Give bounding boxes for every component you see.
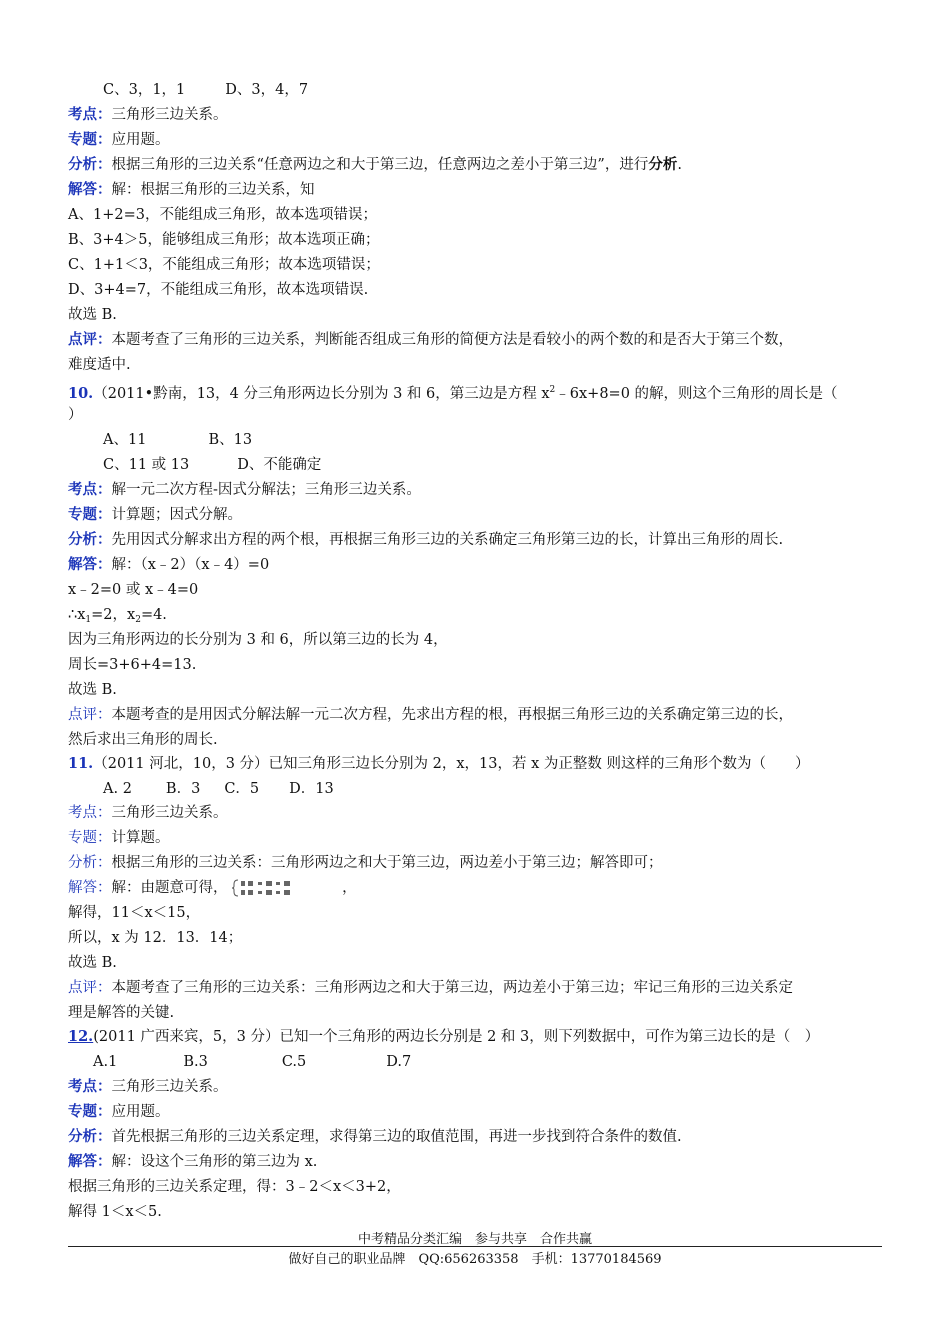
- fenxi-line: [68, 853, 663, 873]
- fenxi-line: [68, 530, 783, 550]
- fenxi-text: 首先根据三角形的三边关系定理，求得第三边的取值范围，再进一步找到符合条件的数值.: [111, 1129, 682, 1145]
- option-row: [103, 430, 252, 450]
- fenxi-line: [68, 155, 682, 175]
- fenxi-label: 分析：: [68, 1128, 112, 1145]
- dianping-text: 本题考查了三角形的三边关系：三角形两边之和大于第三边，两边差小于第三边；牢记三角形的三边关系定: [111, 980, 793, 996]
- zhuanti-text: 计算题；因式分解。: [111, 507, 242, 523]
- question-number: 11.: [68, 755, 94, 772]
- option-b: B.3: [183, 1054, 208, 1070]
- option-d: D．13: [289, 781, 334, 797]
- question-text: （2011•黔南，13，4 分三角形两边长分别为 3 和 6，第三边是方程 x: [93, 386, 550, 402]
- kaodian-line: [68, 803, 228, 823]
- question-text: （2011 河北，10，3 分）已知三角形三边长分别为 2，x，13，若 x 为正整数 则这样的三角形个数为（ ）: [93, 756, 810, 772]
- zhuanti-label: 专题：: [68, 131, 112, 148]
- jieda-line: [68, 555, 269, 575]
- solution-line: 解得 1＜x＜5.: [68, 1204, 162, 1220]
- dianping-cont: 理是解答的关键.: [68, 1005, 175, 1021]
- solution-line: A、1+2=3，不能组成三角形，故本选项错误；: [68, 207, 377, 223]
- fenxi-bold: 分析: [648, 156, 678, 173]
- footer-divider: [68, 1246, 882, 1247]
- subscript: 2: [135, 615, 141, 625]
- fenxi-text: 根据三角形的三边关系“任意两边之和大于第三边，任意两边之差小于第三边”，进行: [111, 157, 649, 173]
- zhuanti-line: [68, 828, 170, 848]
- dianping-line: [68, 978, 793, 998]
- question-text: (2011 广西来宾，5，3 分）已知一个三角形的两边长分别是 2 和 3，则下列数据中，可作为第三边长的是（ ）: [93, 1029, 820, 1045]
- kaodian-text: 解一元二次方程-因式分解法；三角形三边关系。: [111, 482, 421, 498]
- dianping-label: 点评：: [68, 707, 112, 723]
- option-b: B．3: [165, 781, 201, 797]
- dianping-cont: 难度适中.: [68, 357, 131, 373]
- zhuanti-text: 应用题。: [111, 132, 170, 148]
- solution-line: 因为三角形两边的长分别为 3 和 6，所以第三边的长为 4，: [68, 632, 448, 648]
- kaodian-line: [68, 1077, 228, 1097]
- zhuanti-text: 应用题。: [111, 1104, 170, 1120]
- solution-line: x﹣2=0 或 x﹣4=0: [68, 582, 199, 598]
- kaodian-label: 考点：: [68, 1078, 112, 1095]
- option-d: D、3，4，7: [225, 82, 309, 98]
- jieda-label: 解答：: [68, 181, 112, 198]
- superscript: 2: [549, 385, 556, 395]
- option-d: D、不能确定: [237, 457, 322, 473]
- answer-line: 故选 B.: [68, 955, 117, 971]
- jieda-label: 解答：: [68, 556, 112, 573]
- solution-line: D、3+4=7，不能组成三角形，故本选项错误.: [68, 282, 369, 298]
- dianping-cont: 然后求出三角形的周长.: [68, 732, 218, 748]
- jieda-line: [68, 878, 357, 898]
- fenxi-label: 分析：: [68, 855, 112, 871]
- fenxi-label: 分析：: [68, 531, 112, 548]
- dianping-text: 本题考查的是用因式分解法解一元二次方程，先求出方程的根，再根据三角形三边的关系确定第三边的长，: [111, 707, 793, 723]
- option-a: A. 2: [103, 781, 132, 797]
- jieda-line: [68, 1152, 317, 1172]
- option-c: C.5: [281, 1054, 307, 1070]
- solution-line: 根据三角形的三边关系定理，得：3﹣2＜x＜3+2，: [68, 1179, 401, 1195]
- option-row: [103, 80, 308, 100]
- jieda-text: 解：设这个三角形的第三边为 x.: [111, 1154, 318, 1170]
- fenxi-end: .: [677, 157, 682, 173]
- jieda-end: ，: [342, 880, 357, 896]
- solution-line: C、1+1＜3，不能组成三角形；故本选项错误；: [68, 257, 380, 273]
- question-12: [68, 1027, 819, 1047]
- zhuanti-line: [68, 1102, 170, 1122]
- answer-line: 故选 B.: [68, 682, 117, 698]
- fenxi-text: 根据三角形的三边关系：三角形两边之和大于第三边，两边差小于第三边；解答即可；: [111, 855, 663, 871]
- dianping-label: 点评：: [68, 331, 112, 348]
- kaodian-label: 考点：: [68, 106, 112, 123]
- dianping-line: [68, 705, 793, 725]
- zhuanti-line: [68, 505, 242, 525]
- question-10: [68, 380, 838, 404]
- zhuanti-label: 专题：: [68, 1103, 112, 1120]
- dianping-line: [68, 330, 793, 350]
- kaodian-label: 考点：: [68, 805, 112, 821]
- option-c: C、11 或 13: [103, 457, 190, 473]
- question-cont: ）: [68, 407, 83, 423]
- dianping-label: 点评：: [68, 980, 112, 996]
- question-11: [68, 754, 810, 774]
- option-b: B、13: [208, 432, 253, 448]
- zhuanti-line: [68, 130, 170, 150]
- zhuanti-label: 专题：: [68, 830, 112, 846]
- kaodian-text: 三角形三边关系。: [111, 805, 228, 821]
- kaodian-line: [68, 105, 228, 125]
- solution-line: B、3+4＞5，能够组成三角形；故本选项正确；: [68, 232, 380, 248]
- zhuanti-text: 计算题。: [111, 830, 170, 846]
- jieda-line: [68, 180, 315, 200]
- option-a: A.1: [93, 1054, 118, 1070]
- root-text: ∴x: [68, 607, 86, 623]
- option-row: [103, 779, 334, 799]
- zhuanti-label: 专题：: [68, 506, 112, 523]
- fenxi-line: [68, 1127, 682, 1147]
- solution-line: 所以，x 为 12．13．14；: [68, 930, 243, 946]
- kaodian-text: 三角形三边关系。: [111, 1079, 228, 1095]
- answer-line: 故选 B.: [68, 307, 117, 323]
- option-d: D.7: [386, 1054, 412, 1070]
- footer-slogan: 中考精品分类汇编 参与共享 合作共赢: [357, 1232, 592, 1247]
- kaodian-label: 考点：: [68, 481, 112, 498]
- option-c: C、3，1，1: [103, 82, 186, 98]
- dianping-text: 本题考查了三角形的三边关系，判断能否组成三角形的简便方法是看较小的两个数的和是否大于第三个数，: [111, 332, 793, 348]
- jieda-label: 解答：: [68, 880, 112, 896]
- option-a: A、11: [103, 432, 147, 448]
- kaodian-line: [68, 480, 421, 500]
- inequality-system-image: [232, 879, 342, 897]
- jieda-label: 解答：: [68, 1153, 112, 1170]
- solution-line: [68, 605, 167, 630]
- root-text: =2，x: [91, 607, 136, 623]
- kaodian-text: 三角形三边关系。: [111, 107, 228, 123]
- option-row: [93, 1052, 411, 1072]
- jieda-text: 解：（x﹣2）（x﹣4）=0: [111, 557, 270, 573]
- option-c: C．5: [224, 781, 260, 797]
- footer-contact: 做好自己的职业品牌 QQ:656263358 手机：13770184569: [288, 1252, 662, 1267]
- root-text: =4.: [140, 607, 167, 623]
- question-text-end: ﹣6x+8=0 的解，则这个三角形的周长是（: [555, 386, 838, 402]
- fenxi-label: 分析：: [68, 156, 112, 173]
- question-number: 12.: [68, 1028, 94, 1045]
- jieda-text: 解：由题意可得，: [111, 880, 228, 896]
- fenxi-text: 先用因式分解求出方程的两个根，再根据三角形三边的关系确定三角形第三边的长，计算出三角形的周长.: [111, 532, 784, 548]
- option-row: [103, 455, 321, 475]
- jieda-text: 解：根据三角形的三边关系，知: [111, 182, 315, 198]
- solution-line: 解得，11＜x＜15，: [68, 905, 201, 921]
- question-number: 10.: [68, 385, 94, 402]
- subscript: 1: [85, 615, 92, 625]
- solution-line: 周长=3+6+4=13.: [68, 657, 197, 673]
